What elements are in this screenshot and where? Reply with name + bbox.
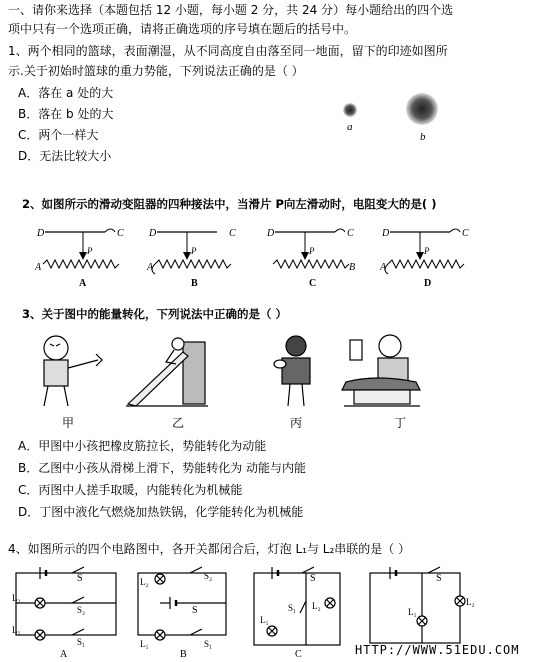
svg-text:D: D xyxy=(267,228,275,239)
svg-text:S₁: S₁ xyxy=(204,639,213,649)
q3-option-b: B．乙图中小孩从滑梯上滑下，势能转化为 动能与内能 xyxy=(18,461,307,475)
q3-stem: 3、关于图中的能量转化，下列说法中正确的是（ ） xyxy=(22,307,288,321)
circuit-label-a: A xyxy=(60,649,68,660)
svg-text:D: D xyxy=(382,228,390,239)
svg-text:S₁: S₁ xyxy=(288,603,297,613)
svg-text:S: S xyxy=(310,573,316,584)
svg-text:S: S xyxy=(77,573,83,584)
rheostat-label-d: D xyxy=(424,278,432,289)
svg-text:B: B xyxy=(349,262,356,273)
label-a: a xyxy=(347,121,353,133)
rheostat-d xyxy=(379,228,469,289)
rheostat-label-a: A xyxy=(79,278,87,289)
svg-text:L₂: L₂ xyxy=(312,601,321,611)
circuit-a xyxy=(16,567,116,640)
svg-text:A: A xyxy=(380,262,387,273)
q1-stem-line2: 示.关于初始时篮球的重力势能，下列说法正确的是（ ） xyxy=(8,64,304,78)
svg-text:L₂: L₂ xyxy=(140,577,149,587)
q2-stem: 2、如图所示的滑动变阻器的四种接法中，当滑片 P向左滑动时，电阻变大的是( ) xyxy=(22,197,437,211)
svg-text:S₂: S₂ xyxy=(204,571,213,581)
watermark-url: HTTP://WWW.51EDU.COM xyxy=(355,643,520,657)
svg-text:C: C xyxy=(229,228,236,239)
svg-text:P: P xyxy=(191,246,197,256)
circuit-c xyxy=(254,567,340,645)
svg-text:D: D xyxy=(149,228,157,239)
svg-text:L₁: L₁ xyxy=(408,607,417,617)
svg-text:S₁: S₁ xyxy=(77,637,86,647)
ball-mark-b xyxy=(406,93,438,125)
q1-option-b: B．落在 b 处的大 xyxy=(18,107,114,121)
svg-text:C: C xyxy=(347,228,354,239)
svg-text:S: S xyxy=(192,605,198,616)
svg-text:C: C xyxy=(462,228,469,239)
svg-text:L₁: L₁ xyxy=(140,639,149,649)
q3-caption-jia: 甲 xyxy=(62,416,75,430)
svg-text:P: P xyxy=(424,246,430,256)
q1-option-a: A．落在 a 处的大 xyxy=(18,86,114,100)
q2-rheostat-figures xyxy=(35,222,505,290)
circuit-b xyxy=(138,567,226,640)
cooking-stove-illustration xyxy=(342,335,420,406)
q3-caption-ding: 丁 xyxy=(394,416,407,430)
svg-text:P: P xyxy=(87,246,93,256)
svg-text:P: P xyxy=(309,246,315,256)
rheostat-b xyxy=(146,228,236,289)
section-heading-line1: 一、请你来选择（本题包括 12 小题，每小题 2 分，共 24 分）每小题给出的四个选 xyxy=(8,3,454,17)
boy-slingshot-illustration xyxy=(44,336,102,406)
q3-option-a: A．甲图中小孩把橡皮筋拉长，势能转化为动能 xyxy=(18,439,267,453)
rheostat-a xyxy=(35,228,124,289)
q4-stem: 4、如图所示的四个电路图中，各开关都闭合后，灯泡 L₁与 L₂串联的是（ ） xyxy=(8,542,411,556)
circuit-label-b: B xyxy=(180,649,187,660)
svg-text:A: A xyxy=(35,262,42,273)
svg-text:L₂: L₂ xyxy=(12,593,21,603)
rheostat-label-b: B xyxy=(191,278,198,289)
q3-option-d: D．丁图中液化气燃烧加热铁锅，化学能转化为机械能 xyxy=(18,505,304,519)
circuit-label-c: C xyxy=(295,649,302,660)
q3-option-c: C．丙图中人搓手取暖，内能转化为机械能 xyxy=(18,483,243,497)
svg-text:S₂: S₂ xyxy=(77,605,86,615)
svg-text:L₁: L₁ xyxy=(260,615,269,625)
q3-caption-bing: 丙 xyxy=(290,416,303,430)
man-rubbing-hands-illustration xyxy=(274,336,310,406)
svg-text:L₂: L₂ xyxy=(466,597,475,607)
q1-ball-marks-figure xyxy=(330,85,450,145)
q3-caption-yi: 乙 xyxy=(172,416,185,430)
q1-stem-line1: 1、两个相同的篮球，表面潮湿，从不同高度自由落至同一地面，留下的印迹如图所 xyxy=(8,44,448,58)
svg-text:C: C xyxy=(117,228,124,239)
svg-text:A: A xyxy=(147,262,154,273)
rheostat-label-c: C xyxy=(309,278,317,289)
q1-option-d: D．无法比较大小 xyxy=(18,149,112,163)
rheostat-c xyxy=(266,228,355,289)
section-heading-line2: 项中只有一个选项正确，请将正确选项的序号填在题后的括号中。 xyxy=(8,22,357,36)
ball-mark-a xyxy=(343,103,357,117)
q1-option-c: C．两个一样大 xyxy=(18,128,99,142)
svg-text:D: D xyxy=(37,228,45,239)
child-slide-illustration xyxy=(126,338,208,406)
q3-illustrations xyxy=(28,330,423,412)
svg-text:S: S xyxy=(436,573,442,584)
label-b: b xyxy=(420,131,426,143)
circuit-d xyxy=(370,567,465,643)
svg-text:L₁: L₁ xyxy=(12,625,21,635)
